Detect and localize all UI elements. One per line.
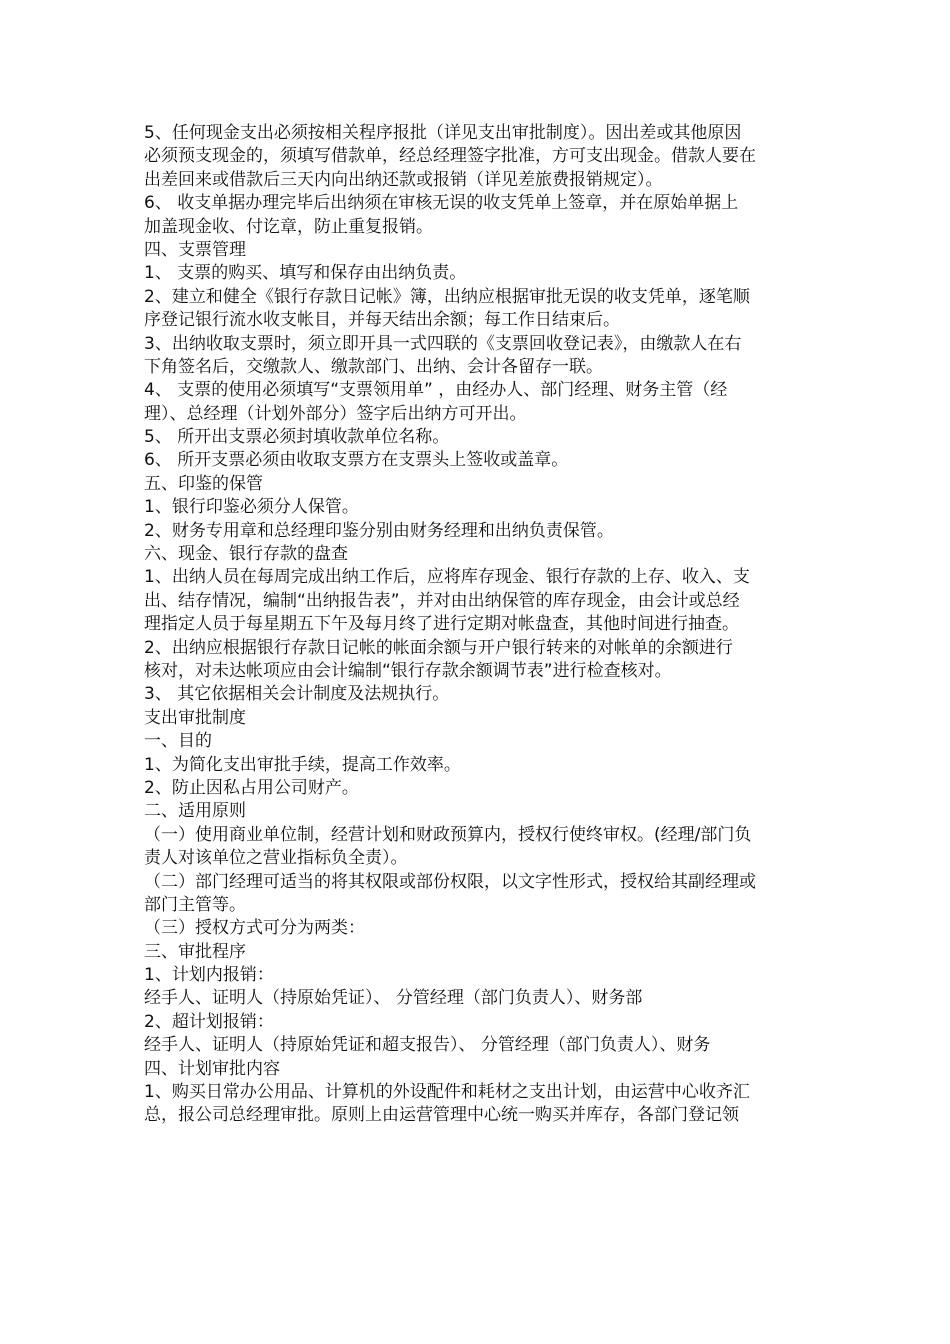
text-line: 2、出纳应根据银行存款日记帐的帐面余额与开户银行转来的对帐单的余额进行 (144, 637, 733, 658)
text-line: 理指定人员于每星期五下午及每月终了进行定期对帐盘查，其他时间进行抽查。 (144, 614, 739, 635)
text-line: 5、任何现金支出必须按相关程序报批（详见支出审批制度）。因出差或其他原因 (144, 123, 742, 143)
text-line: 一、目的 (144, 731, 212, 752)
text-line: 1、购买日常办公用品、计算机的外设配件和耗材之支出计划，由运营中心收齐汇 (144, 1082, 750, 1103)
text-line: 5、 所开出支票必须封填收款单位名称。 (144, 427, 450, 448)
text-line: 出、结存情况，编制“出纳报告表”，并对由出纳保管的库存现金，由会计或总经 (144, 590, 740, 611)
text-line: 加盖现金收、付讫章，防止重复报销。 (144, 216, 433, 237)
text-line: 五、印鉴的保管 (144, 473, 263, 494)
text-line: 1、银行印鉴必须分人保管。 (144, 497, 359, 518)
text-line: 2、防止因私占用公司财产。 (144, 777, 359, 798)
text-line: 四、计划审批内容 (144, 1058, 280, 1079)
text-line: 核对，对未达帐项应由会计编制“银行存款余额调节表”进行检查核对。 (144, 660, 672, 681)
text-line: （二）部门经理可适当的将其权限或部份权限，以文字性形式，授权给其副经理或 (144, 871, 756, 892)
text-line: 序登记银行流水收支帐目，并每天结出余额；每工作日结束后。 (144, 310, 620, 331)
text-line: 总，报公司总经理审批。原则上由运营管理中心统一购买并库存，各部门登记领 (144, 1105, 739, 1126)
text-line: 4、 支票的使用必须填写“支票领用单” ，由经办人、部门经理、财务主管（经 (144, 380, 728, 401)
text-line: 2、财务专用章和总经理印鉴分别由财务经理和出纳负责保管。 (144, 520, 614, 541)
text-line: 1、计划内报销： (144, 965, 274, 986)
text-line: 理）、总经理（计划外部分）签字后出纳方可开出。 (144, 403, 527, 424)
text-line: 三、审批程序 (144, 941, 246, 962)
text-line: 责人对该单位之营业指标负全责）。 (144, 848, 408, 869)
text-line: 6、 收支单据办理完毕后出纳须在审核无误的收支凭单上签章，并在原始单据上 (144, 193, 739, 214)
text-line: 六、现金、银行存款的盘查 (144, 544, 348, 565)
text-line: 下角签名后，交缴款人、缴款部门、出纳、会计各留存一联。 (144, 356, 603, 377)
text-line: 四、支票管理 (144, 239, 246, 260)
text-line: 必须预支现金的，须填写借款单，经总经理签字批准，方可支出现金。借款人要在 (144, 146, 756, 167)
text-line: 3、 其它依据相关会计制度及法规执行。 (144, 684, 450, 705)
text-line: 部门主管等。 (144, 894, 246, 915)
text-line: 经手人、证明人（持原始凭证和超支报告）、 分管经理（部门负责人）、财务 (144, 1035, 711, 1056)
text-line: 二、适用原则 (144, 801, 246, 822)
document-body (144, 122, 812, 1128)
text-line: 1、 支票的购买、填写和保存由出纳负责。 (144, 263, 467, 284)
text-line: 2、建立和健全《银行存款日记帐》簿，出纳应根据审批无误的收支凭单，逐笔顺 (144, 286, 750, 307)
text-line: 1、为简化支出审批手续，提高工作效率。 (144, 754, 461, 775)
text-line: 1、出纳人员在每周完成出纳工作后，应将库存现金、银行存款的上存、收入、支 (144, 567, 750, 588)
text-line: 6、 所开支票必须由收取支票方在支票头上签收或盖章。 (144, 450, 569, 471)
text-line: （三）授权方式可分为两类： (144, 918, 365, 939)
text-line: 2、超计划报销： (144, 1011, 274, 1032)
text-line: （一）使用商业单位制，经营计划和财政预算内，授权行使终审权。(经理/部门负 (144, 824, 752, 845)
text-line: 出差回来或借款后三天内向出纳还款或报销（详见差旅费报销规定）。 (144, 169, 663, 190)
text-line: 支出审批制度 (144, 707, 246, 728)
text-line: 3、出纳收取支票时，须立即开具一式四联的《支票回收登记表》，由缴款人在右 (144, 333, 742, 354)
text-line: 经手人、证明人（持原始凭证）、 分管经理（部门负责人）、财务部 (144, 988, 643, 1009)
